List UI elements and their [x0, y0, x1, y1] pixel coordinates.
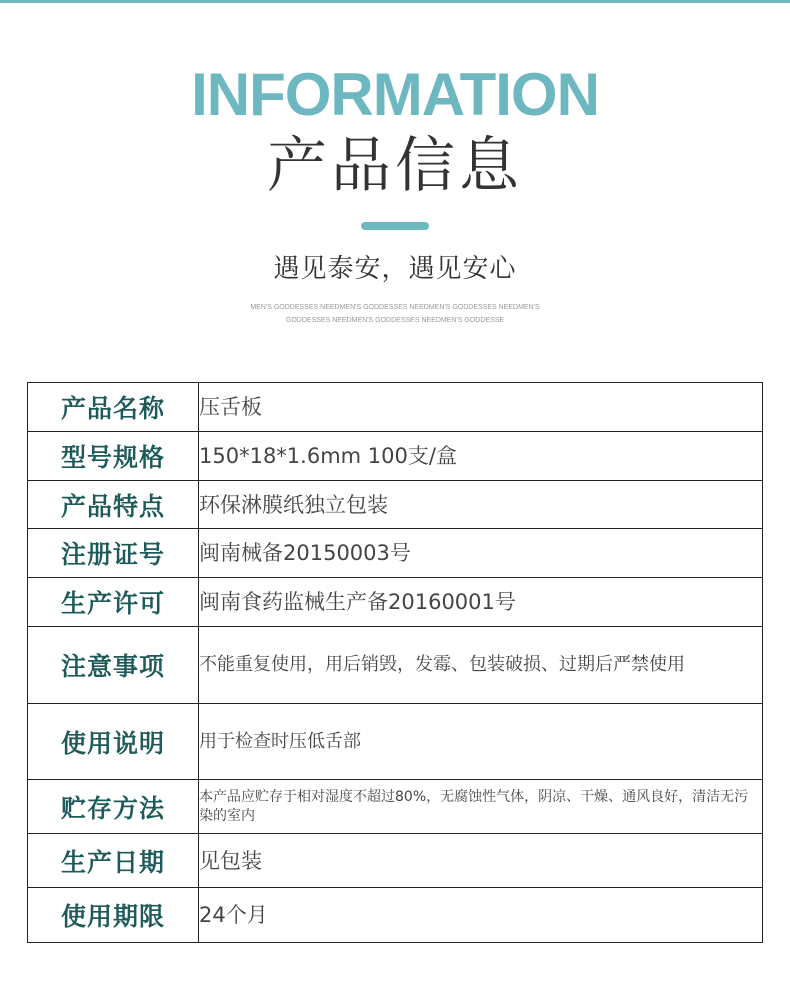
row-label: 型号规格: [28, 432, 199, 481]
top-accent-line: [0, 0, 790, 3]
table-row-features: [28, 481, 763, 529]
row-value: 本产品应贮存于相对湿度不超过80%，无腐蚀性气体，阴凉、干燥、通风良好，清洁无污染的室内: [199, 780, 763, 834]
row-value: 150*18*1.6mm 100支/盒: [199, 432, 763, 481]
decorative-text-line-1: MEN'S GODDESSES NEEDMEN'S GODDESSES NEEDMEN'S GODDESSES NEEDMEN'S: [250, 304, 540, 311]
decorative-text-line-2: GODDESSES NEEDMEN'S GODDESSES NEEDMEN'S GODDESSE: [285, 317, 505, 324]
row-value: 压舌板: [199, 383, 763, 432]
table-row-shelf-life: [28, 888, 763, 943]
row-label: 注意事项: [28, 627, 199, 704]
row-value: 24个月: [199, 888, 763, 943]
table-row-product-name: [28, 383, 763, 432]
row-label: 产品名称: [28, 383, 199, 432]
table-row-production-date: [28, 834, 763, 888]
row-label: 产品特点: [28, 481, 199, 529]
row-label: 生产许可: [28, 578, 199, 627]
row-value: 闽南械备20150003号: [199, 529, 763, 578]
title-chinese: 产品信息: [267, 131, 523, 201]
table-row-production-license: [28, 578, 763, 627]
row-value: 用于检查时压低舌部: [199, 704, 763, 780]
title-english: INFORMATION: [191, 61, 599, 128]
table-row-storage: [28, 780, 763, 834]
row-label: 生产日期: [28, 834, 199, 888]
table-row-precautions: [28, 627, 763, 704]
row-value: 闽南食药监械生产备20160001号: [199, 578, 763, 627]
row-label: 使用说明: [28, 704, 199, 780]
title-divider-bar: [361, 222, 429, 230]
row-value: 不能重复使用，用后销毁，发霉、包装破损、过期后严禁使用: [199, 627, 763, 704]
table-row-registration: [28, 529, 763, 578]
row-label: 贮存方法: [28, 780, 199, 834]
row-label: 使用期限: [28, 888, 199, 943]
row-label: 注册证号: [28, 529, 199, 578]
slogan: 遇见泰安，遇见安心: [273, 254, 517, 284]
row-value: 见包装: [199, 834, 763, 888]
row-value: 环保淋膜纸独立包装: [199, 481, 763, 529]
product-info-table: [27, 382, 763, 943]
table-row-model-spec: [28, 432, 763, 481]
table-row-instructions: [28, 704, 763, 780]
